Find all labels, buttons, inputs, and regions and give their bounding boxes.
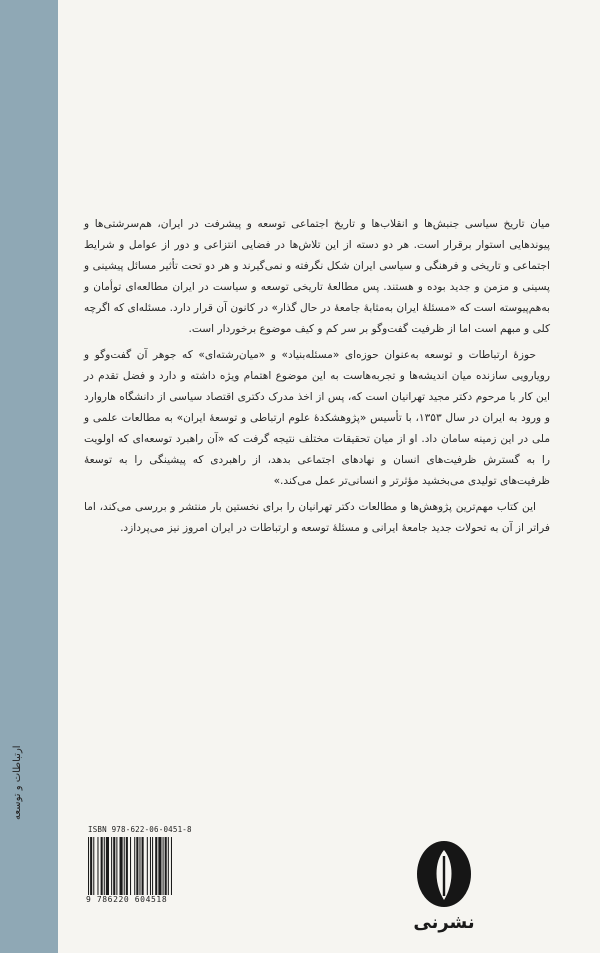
isbn-number: ISBN 978-622-06-0451-8 [88, 825, 192, 834]
blurb-paragraph-1: میان تاریخ سیاسی جنبش‌ها و انقلاب‌ها و تاریخ اجتماعی توسعه و پیشرفت در ایران، هم‌سرشتی‌ها و پیوندهایی استوار برقرار است. هر دو دسته از این تلاش‌ها در فضایی انتزاعی و دور از عوامل و شرایط اجتماعی و تاریخی و فرهنگی و سیاسی ایران شکل نگرفته و نمی‌گیرند و هر دو تحت تأثیر مسائل پیشینی و پسینی و مزمن و جدید بوده و هستند. پس مطالعهٔ تاریخی توسعه و سیاست در ایران مطالعه‌ای توأمان و به‌هم‌پیوسته است که «مسئلهٔ ایران به‌مثابهٔ جامعهٔ در حال گذار» در کانون آن قرار دارد. مسئله‌ای که اگرچه کلی و مبهم است اما از ظرفیت گفت‌وگو بر سر کم و کیف موضوع برخوردار است. [84, 218, 550, 335]
book-spine [0, 0, 58, 953]
spine-title: ارتباطات و توسعه [12, 745, 23, 820]
blurb-paragraph-2: حوزهٔ ارتباطات و توسعه به‌عنوان حوزه‌ای «مسئله‌بنیاد» و «میان‌رشته‌ای» که جوهر آن گفت‌وگو و رویارویی سازنده میان اندیشه‌ها و تجربه‌هاست به این موضوع اهتمام ویژه داشته و دارد و فضل تقدم در این کار با مرحوم دکتر مجید تهرانیان است که، پس از اخذ مدرک دکتری اقتصاد سیاسی از دانشگاه هاروارد و ورود به ایران در سال ۱۳۵۳، با تأسیس «پژوهشکدهٔ علوم ارتباطی و توسعهٔ ایران» به مطالعات علمی و ملی در این زمینه سامان داد. او از میان تحقیقات مختلف نتیجه گرفت که «آن راهبرد توسعه‌ای که اولویت را به گسترش ظرفیت‌های انسان و نهادهای اجتماعی بدهد، از راهبردی که پیشینگی را به توسعهٔ ظرفیت‌های تولیدی می‌بخشید مؤثرتر و انسانی‌تر عمل می‌کند.» [84, 349, 550, 487]
isbn-barcode [86, 825, 218, 915]
barcode-bars [86, 837, 214, 895]
reed-pen-icon [404, 836, 484, 912]
barcode-digits: 9 786220 604518 [86, 895, 168, 904]
publisher-name: نشرنی [413, 912, 475, 933]
publisher-logo [404, 836, 484, 936]
blurb-paragraph-3: این کتاب مهم‌ترین پژوهش‌ها و مطالعات دکتر تهرانیان را برای نخستین بار منتشر و بررسی می‌کند، اما فراتر از آن به تحولات جدید جامعهٔ ایرانی و مسئلهٔ توسعه و ارتباطات در ایران امروز نیز می‌پردازد. [84, 501, 550, 534]
back-cover-blurb [84, 214, 550, 544]
